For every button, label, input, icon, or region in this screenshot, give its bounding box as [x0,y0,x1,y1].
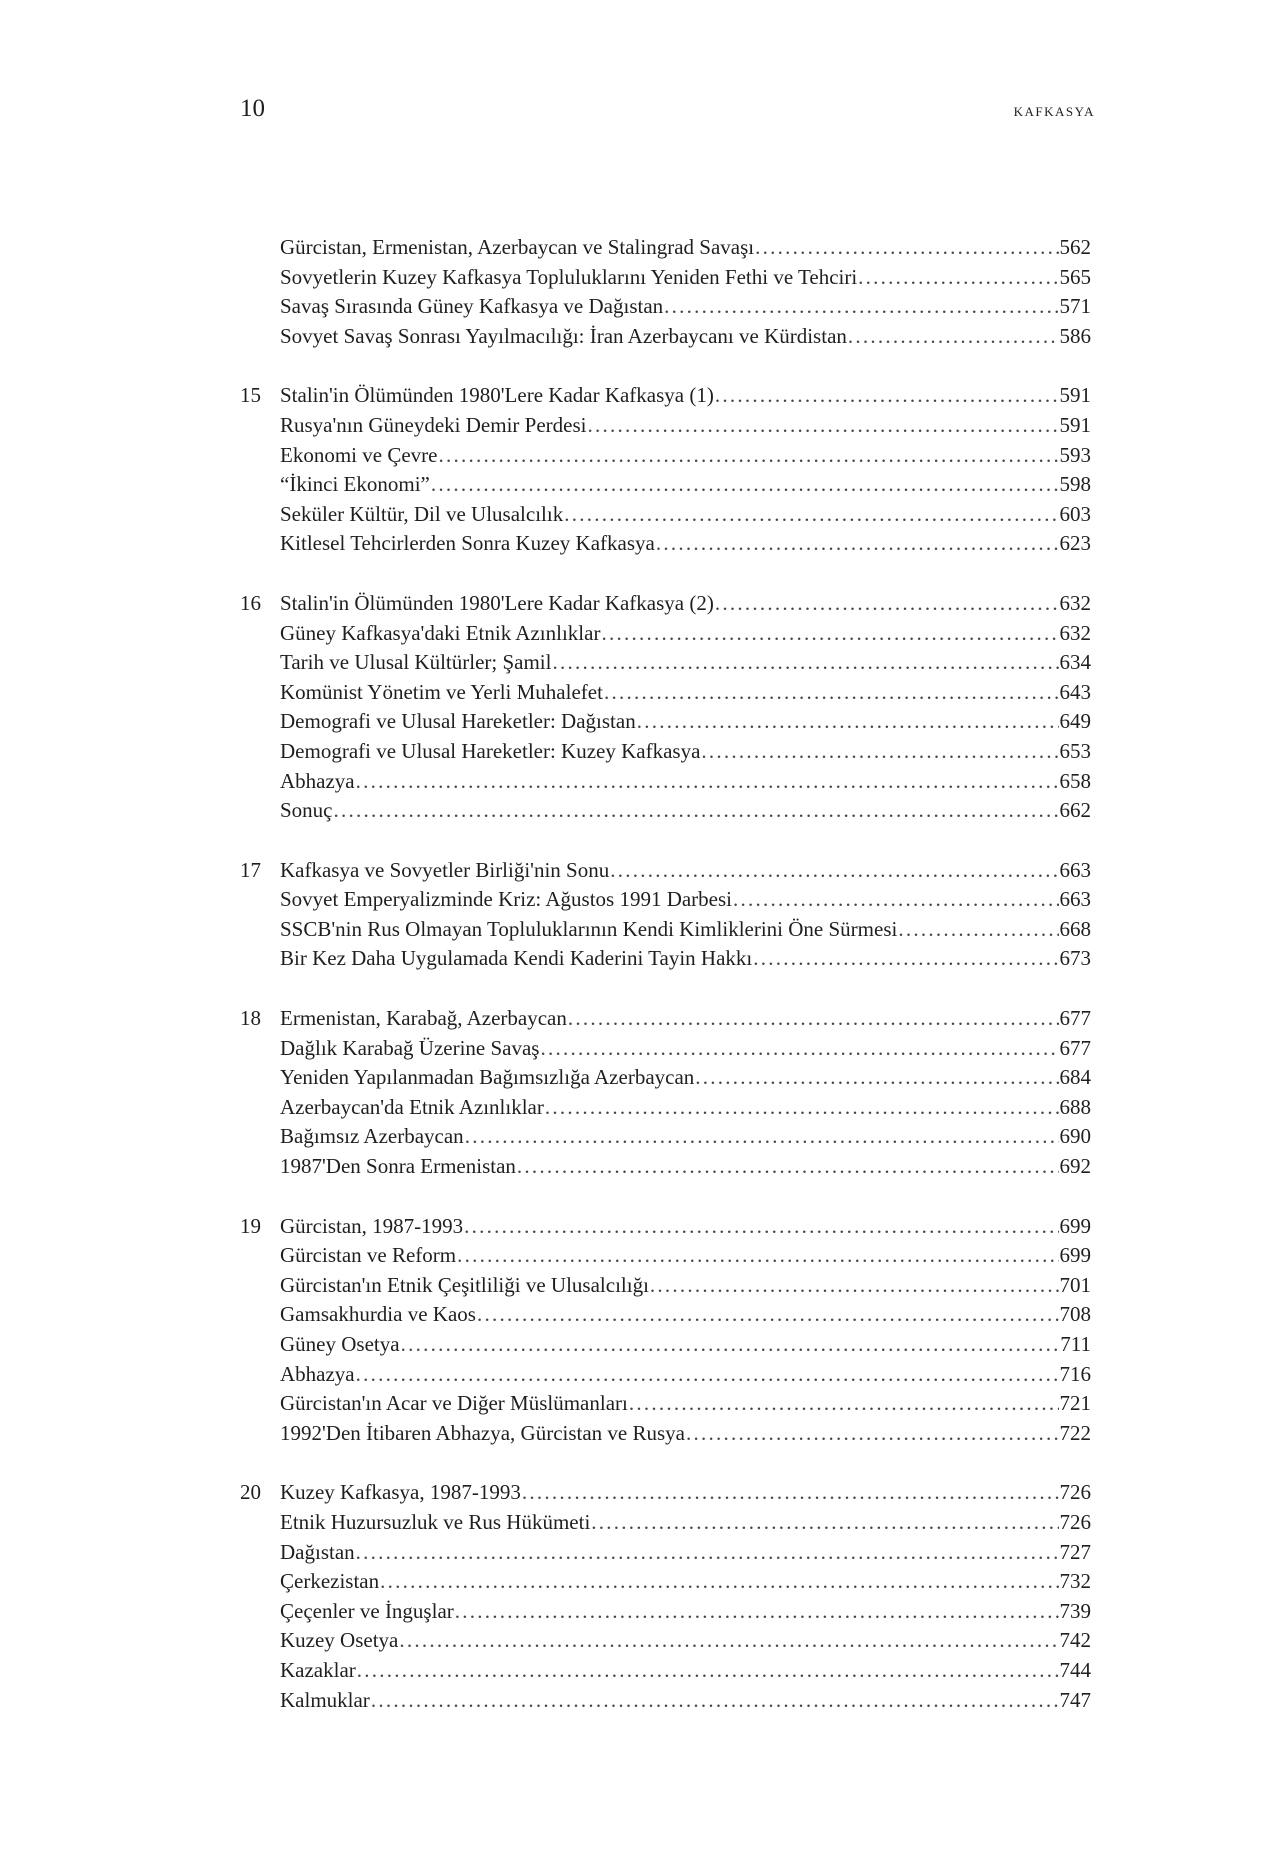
dot-leader [568,1004,1059,1034]
entry-title: Bir Kez Daha Uygulamada Kendi Kaderini Tayin Hakkı [280,946,753,971]
entry-page: 708 [1059,1302,1091,1327]
entry-page: 699 [1059,1243,1091,1268]
entry-page: 711 [1060,1332,1091,1356]
chapter-number: 15 [240,383,261,408]
entry-title: Demografi ve Ulusal Hareketler: Kuzey Kafkasya [280,738,701,763]
entry-title: Abhazya [280,1361,355,1386]
toc-entry [240,619,1091,649]
entry-title: 1992'Den İtibaren Abhazya, Gürcistan ve Rusya [280,1420,685,1445]
dot-leader [656,529,1059,559]
entry-title: Dağlık Karabağ Üzerine Savaş [280,1035,540,1060]
chapter-page: 726 [1059,1480,1091,1505]
toc-entry [240,529,1091,559]
dot-leader [401,1330,1060,1360]
table-of-contents [240,233,1091,1745]
entry-page: 623 [1059,531,1091,556]
entry-page: 562 [1059,235,1091,259]
chapter-page: 591 [1059,383,1091,408]
dot-leader [464,1212,1058,1242]
toc-entry [240,767,1091,797]
toc-chapter-18 [240,1004,1091,1182]
entry-page: 571 [1059,294,1091,319]
entry-title: Kazaklar [280,1657,356,1682]
toc-entry [240,1271,1091,1301]
toc-entry [240,1597,1091,1627]
entry-title: Ekonomi ve Çevre [280,442,438,467]
toc-entry [240,796,1091,826]
dot-leader [455,1597,1059,1627]
entry-title: Gürcistan'ın Etnik Çeşitliliği ve Ulusalcılığı [280,1272,649,1297]
toc-entry [240,944,1091,974]
toc-entry [240,1538,1091,1568]
dot-leader [399,1626,1058,1656]
dot-leader [601,619,1058,649]
toc-entry [240,500,1091,530]
chapter-page: 663 [1059,857,1091,882]
entry-page: 663 [1059,887,1091,912]
chapter-heading [240,856,1091,886]
entry-title: Sovyetlerin Kuzey Kafkasya Topluluklarını Yeniden Fethi ve Tehciri [280,264,858,289]
entry-title: Sonuç [280,798,333,823]
entry-page: 701 [1059,1272,1091,1297]
toc-entry [240,1093,1091,1123]
toc-entry [240,470,1091,500]
entry-page: 565 [1059,264,1091,289]
dot-leader [637,707,1059,737]
dot-leader [629,1389,1059,1419]
dot-leader [695,1063,1058,1093]
entry-page: 586 [1059,323,1091,348]
entry-title: Abhazya [280,768,355,793]
dot-leader [715,589,1059,619]
toc-entry [240,263,1091,293]
toc-chapter-17 [240,856,1091,974]
entry-title: Tarih ve Ulusal Kültürler; Şamil [280,650,552,675]
chapter-heading [240,1478,1091,1508]
chapter-number: 20 [240,1480,261,1505]
entry-title: Yeniden Yapılanmadan Bağımsızlığa Azerbaycan [280,1065,695,1090]
entry-page: 668 [1059,916,1091,941]
entry-page: 643 [1059,679,1091,704]
dot-leader [650,1271,1059,1301]
page-number: 10 [240,95,265,122]
entry-title: Gürcistan'ın Acar ve Diğer Müslümanları [280,1391,628,1416]
entry-title: Çeçenler ve İnguşlar [280,1598,454,1623]
entry-page: 598 [1059,472,1091,497]
dot-leader [522,1478,1059,1508]
dot-leader [591,1508,1058,1538]
entry-page: 732 [1059,1569,1091,1594]
entry-page: 688 [1059,1094,1091,1119]
chapter-title: Gürcistan, 1987-1993 [280,1213,464,1238]
dot-leader [848,322,1059,352]
entry-page: 726 [1059,1509,1091,1534]
chapter-number: 18 [240,1006,261,1031]
chapter-number: 16 [240,590,261,615]
toc-entry [240,1508,1091,1538]
dot-leader [701,737,1058,767]
chapter-page: 632 [1059,590,1091,615]
dot-leader [753,944,1058,974]
dot-leader [457,1241,1058,1271]
entry-title: Kuzey Osetya [280,1628,399,1653]
toc-entry [240,1063,1091,1093]
entry-title: Azerbaycan'da Etnik Azınlıklar [280,1094,544,1119]
entry-title: Dağıstan [280,1539,355,1564]
chapter-title: Kafkasya ve Sovyetler Birliği'nin Sonu [280,857,610,882]
entry-page: 662 [1059,798,1091,823]
entry-page: 591 [1059,412,1091,437]
chapter-title: Kuzey Kafkasya, 1987-1993 [280,1480,521,1505]
entry-page: 742 [1059,1628,1091,1653]
entry-title: Gamsakhurdia ve Kaos [280,1302,476,1327]
toc-entry [240,678,1091,708]
entry-page: 727 [1059,1539,1091,1564]
toc-entry [240,1626,1091,1656]
chapter-title: Ermenistan, Karabağ, Azerbaycan [280,1006,567,1031]
entry-page: 677 [1059,1035,1091,1060]
toc-entry [240,707,1091,737]
entry-title: Kitlesel Tehcirlerden Sonra Kuzey Kafkasya [280,531,655,556]
toc-entry [240,1034,1091,1064]
entry-page: 632 [1059,620,1091,645]
dot-leader [540,1034,1058,1064]
entry-page: 692 [1059,1154,1091,1179]
entry-title: Etnik Huzursuzluk ve Rus Hükümeti [280,1509,591,1534]
chapter-heading [240,589,1091,619]
dot-leader [371,1686,1059,1716]
entry-title: Güney Kafkasya'daki Etnik Azınlıklar [280,620,601,645]
toc-chapter-20 [240,1478,1091,1715]
entry-page: 739 [1059,1598,1091,1623]
dot-leader [356,1538,1059,1568]
toc-entry [240,1686,1091,1716]
entry-page: 593 [1059,442,1091,467]
entry-title: Sovyet Emperyalizminde Kriz: Ağustos 1991 Darbesi [280,887,733,912]
dot-leader [587,411,1058,441]
entry-page: 684 [1059,1065,1091,1090]
entry-title: Güney Osetya [280,1332,400,1356]
entry-title: Kalmuklar [280,1687,370,1712]
entry-title: 1987'Den Sonra Ermenistan [280,1154,516,1179]
entry-page: 653 [1059,738,1091,763]
chapter-page: 699 [1059,1213,1091,1238]
chapter-title: Stalin'in Ölümünden 1980'Lere Kadar Kafkasya (2) [280,590,714,615]
dot-leader [664,292,1058,322]
dot-leader [356,767,1059,797]
toc-entry [240,411,1091,441]
chapter-title: Stalin'in Ölümünden 1980'Lere Kadar Kafkasya (1) [280,383,714,408]
dot-leader [465,1122,1059,1152]
toc-entry [240,322,1091,352]
dot-leader [755,233,1058,263]
dot-leader [438,441,1058,471]
chapter-heading [240,381,1091,411]
entry-page: 721 [1059,1391,1091,1416]
toc-chapter-16 [240,589,1091,826]
dot-leader [477,1300,1059,1330]
running-head: KAFKASYA [1013,104,1095,119]
toc-entry [240,915,1091,945]
chapter-heading [240,1212,1091,1242]
entry-title: Demografi ve Ulusal Hareketler: Dağıstan [280,709,636,734]
toc-chapter-15 [240,381,1091,559]
toc-entry [240,1300,1091,1330]
entry-page: 603 [1059,501,1091,526]
toc-entry [240,648,1091,678]
entry-title: “İkinci Ekonomi” [280,472,430,497]
toc-entry [240,292,1091,322]
chapter-page: 677 [1059,1006,1091,1031]
entry-title: Gürcistan ve Reform [280,1243,457,1268]
toc-entry [240,1419,1091,1449]
toc-entry [240,1122,1091,1152]
chapter-number: 17 [240,857,261,882]
entry-title: Rusya'nın Güneydeki Demir Perdesi [280,412,587,437]
dot-leader [356,1360,1059,1390]
entry-page: 722 [1059,1420,1091,1445]
toc-entry [240,1656,1091,1686]
dot-leader [552,648,1058,678]
entry-page: 649 [1059,709,1091,734]
chapter-heading [240,1004,1091,1034]
entry-page: 744 [1059,1657,1091,1682]
entry-page: 690 [1059,1124,1091,1149]
entry-title: Bağımsız Azerbaycan [280,1124,464,1149]
dot-leader [686,1419,1059,1449]
toc-entry [240,737,1091,767]
dot-leader [517,1152,1059,1182]
toc-entry [240,1330,1091,1360]
toc-entry [240,233,1091,263]
dot-leader [431,470,1059,500]
dot-leader [380,1567,1058,1597]
dot-leader [715,381,1059,411]
entry-title: Sovyet Savaş Sonrası Yayılmacılığı: İran Azerbaycanı ve Kürdistan [280,323,847,348]
toc-entry [240,885,1091,915]
entry-title: Komünist Yönetim ve Yerli Muhalefet [280,679,603,704]
dot-leader [545,1093,1059,1123]
toc-entry [240,1360,1091,1390]
entry-page: 658 [1059,768,1091,793]
dot-leader [898,915,1058,945]
toc-chapter-19 [240,1212,1091,1449]
entry-title: Savaş Sırasında Güney Kafkasya ve Dağıstan [280,294,664,319]
toc-entry [240,441,1091,471]
entry-page: 716 [1059,1361,1091,1386]
toc-entry [240,1152,1091,1182]
entry-page: 634 [1059,650,1091,675]
dot-leader [733,885,1058,915]
dot-leader [610,856,1058,886]
toc-entry [240,1567,1091,1597]
entry-page: 747 [1059,1687,1091,1712]
toc-entry [240,1389,1091,1419]
chapter-number: 19 [240,1213,261,1238]
dot-leader [357,1656,1059,1686]
entry-title: SSCB'nin Rus Olmayan Topluluklarının Kendi Kimliklerini Öne Sürmesi [280,916,898,941]
toc-group [240,233,1091,351]
entry-page: 673 [1059,946,1091,971]
toc-entry [240,1241,1091,1271]
dot-leader [334,796,1059,826]
dot-leader [858,263,1058,293]
entry-title: Seküler Kültür, Dil ve Ulusalcılık [280,501,564,526]
dot-leader [564,500,1058,530]
entry-title: Çerkezistan [280,1569,380,1594]
entry-title: Gürcistan, Ermenistan, Azerbaycan ve Stalingrad Savaşı [280,235,755,259]
dot-leader [604,678,1059,708]
